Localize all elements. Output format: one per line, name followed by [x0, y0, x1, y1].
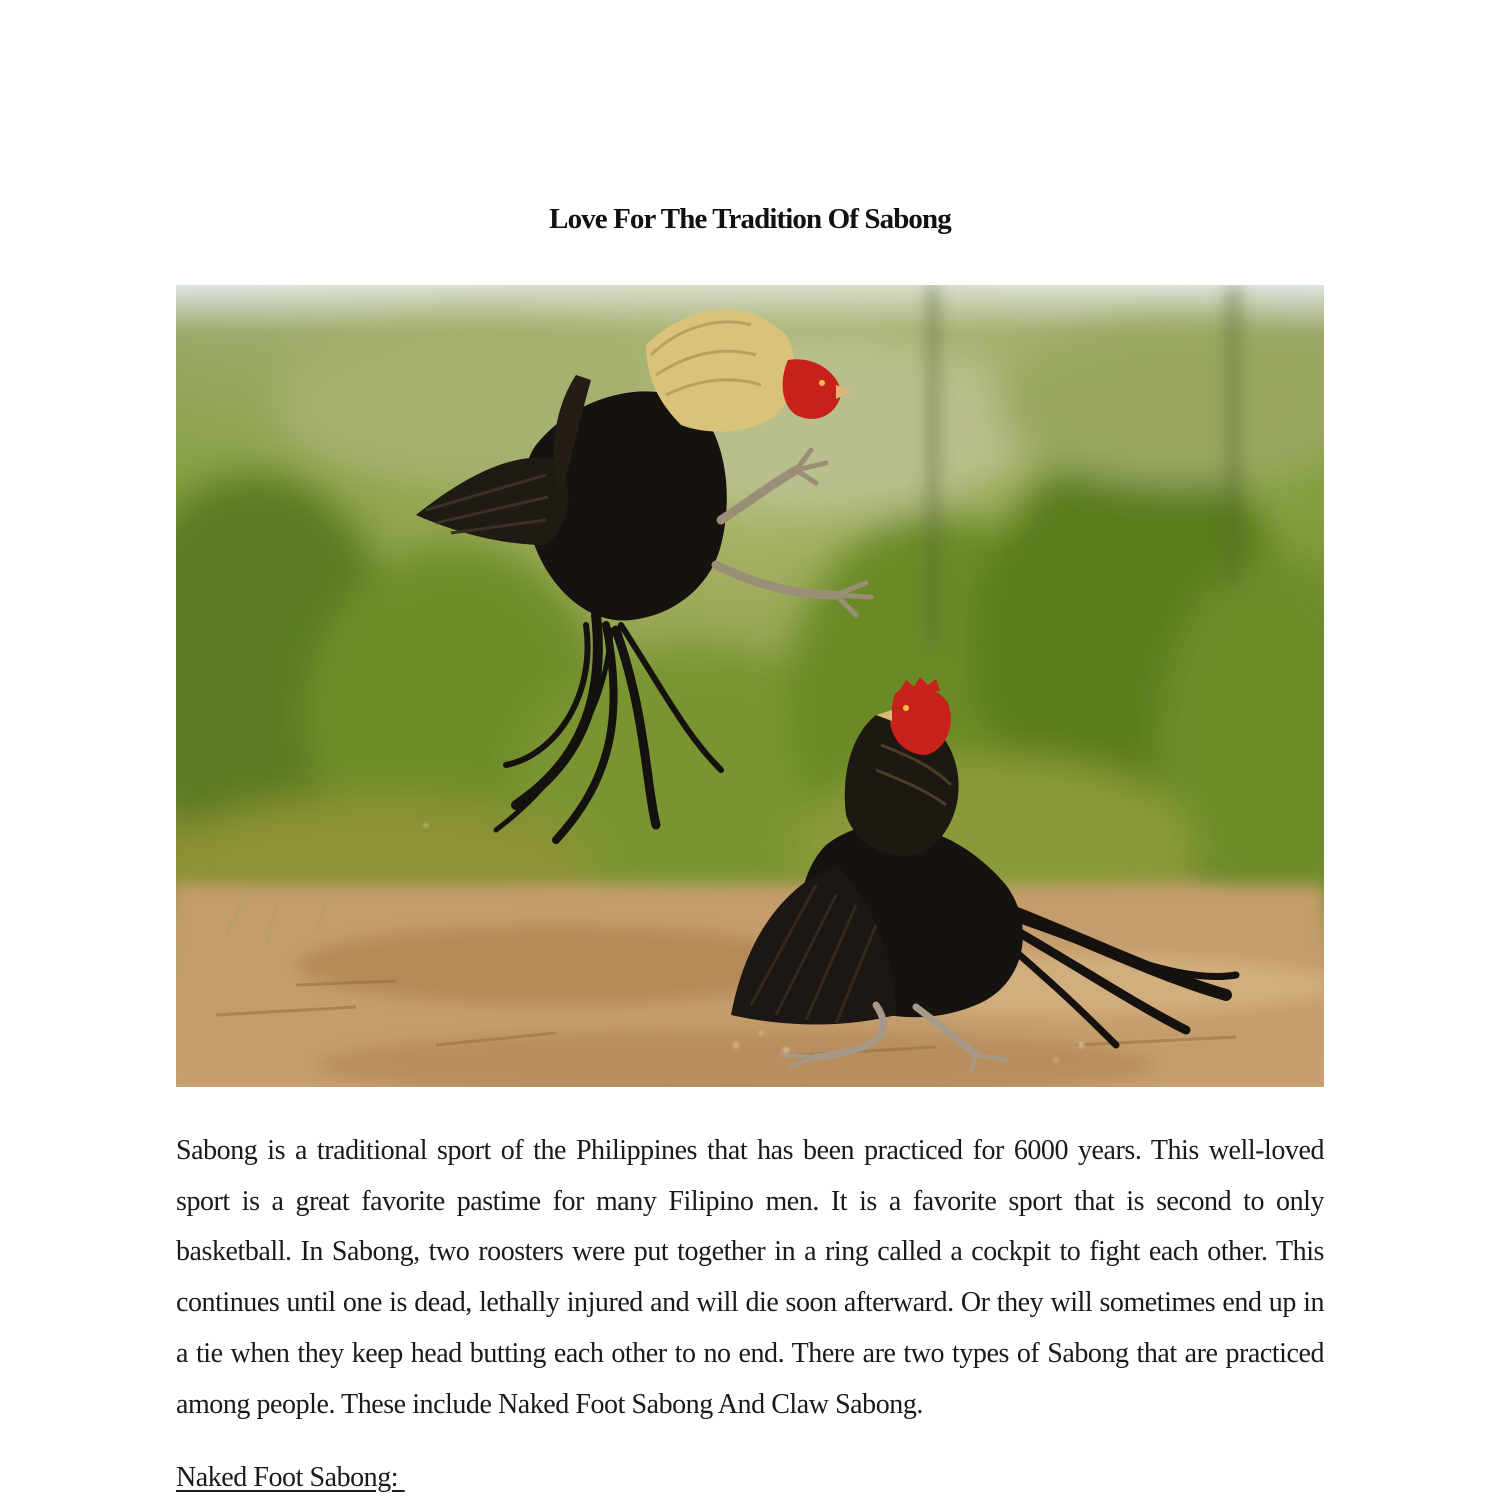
rooster-fight-illustration — [176, 285, 1324, 1087]
body-paragraph: Sabong is a traditional sport of the Philippines that has been practiced for 6000 years. This well-loved sport is a great favorite pastime for many Filipino men. It is a favorite sport that is second to only basketball. In Sabong, two roosters were put together in a ring called a cockpit to fight each other. This continues until one is dead, lethally injured and will die soon afterward. Or they will sometimes end up in a tie when they keep head butting each other to no end. There are two types of Sabong that are practiced among people. These include Naked Foot Sabong And Claw Sabong. — [176, 1135, 1324, 1420]
section-heading-naked-foot-sabong: Naked Foot Sabong: — [176, 1462, 405, 1493]
document-title: Love For The Tradition Of Sabong — [549, 203, 951, 235]
rooster-fight-photo — [176, 285, 1324, 1087]
